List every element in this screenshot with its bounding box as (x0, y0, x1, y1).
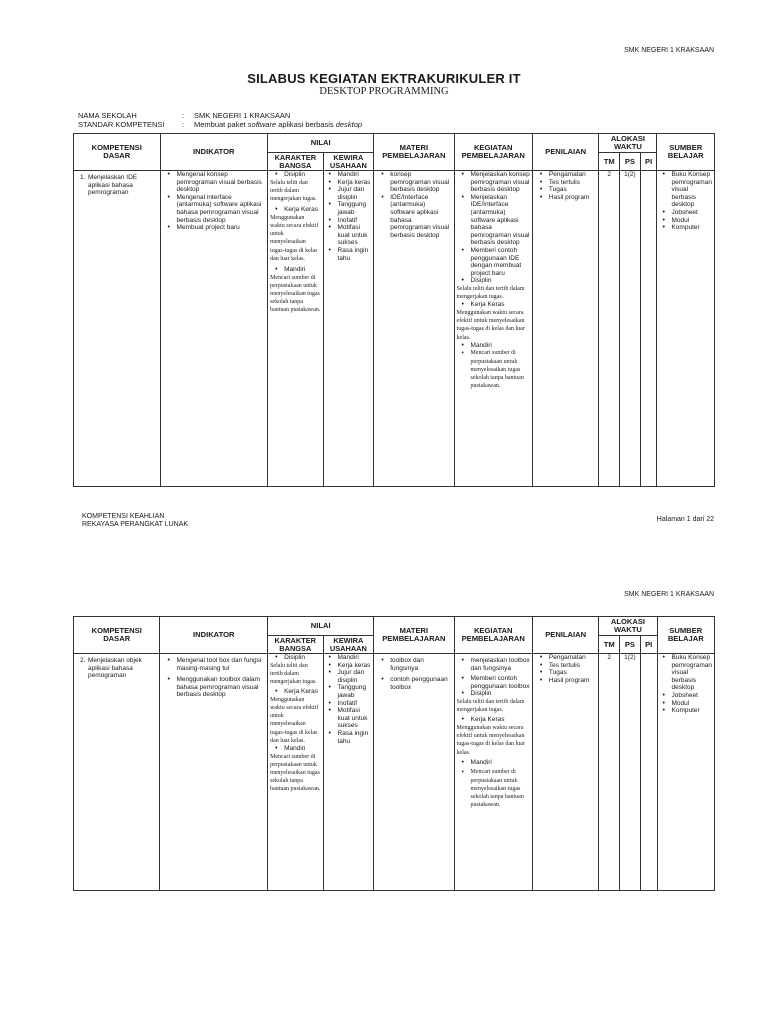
list-item: • Motifasi kuat untuk sukses (338, 707, 372, 730)
list-item: • Modul (671, 217, 712, 225)
list-item: • Mengenal interface (antarmuka) software aplikasi bahasa pemrograman visual berbasis desktop (177, 194, 266, 224)
list-item: • Menggunakan toolbox dalam bahasa pemrograman visual berbasis desktop (176, 676, 265, 699)
list-item: • Komputer (672, 707, 713, 715)
kegiatan-kerja-keras-desc: Menggunakan waktu secara efektif untuk menyelesaikan tugas-tugas di kelas dan luar kelas. (456, 309, 525, 341)
penilaian-cell (532, 654, 598, 891)
kewira-cell (323, 171, 374, 487)
kegiatan-mandiri-desc: • Mencari sumber di perpustakaan untuk menyelesaikan tugas sekolah tanpa bantuan pustakawan. (471, 349, 530, 390)
karakter-kerja-keras: • Kerja Keras (284, 206, 320, 214)
list-item: • Mengenal tool box dan fungsi masing-masing tul (176, 657, 265, 672)
kegiatan-kerja-keras: • Kerja Keras (471, 716, 530, 724)
document-subtitle: DESKTOP PROGRAMMING (319, 86, 449, 97)
list-item: • Jujur dan disiplin (338, 669, 372, 684)
footer-kompetensi-label: KOMPETENSI KEAHLIAN (82, 513, 165, 520)
header-tm: TM (599, 153, 620, 171)
list-item: • Tanggung jawab (338, 201, 372, 216)
karakter-disiplin-desc: Selalu teliti dan tertib dalam mengerjakan tugas. (270, 179, 317, 202)
kegiatan-cell (454, 654, 532, 891)
karakter-mandiri-desc: Mencari sumber di perpustakaan untuk menyelesaikan tugas sekolah tanpa bantuan pustakawan. (270, 753, 321, 793)
kegiatan-kerja-keras-desc: Menggunakan waktu secara efektif untuk menyelesaikan tugas-tugas di kelas dan luar kelas. (456, 724, 525, 756)
list-item: • konsep pemrograman visual berbasis desktop (390, 171, 451, 194)
list-item: • Pengamatan (549, 654, 596, 662)
kd-text: Menjelaskan objek aplikasi bahasa pemograman (88, 657, 142, 680)
list-item: • Mandiri (338, 654, 372, 662)
list-item: • Kerja keras (338, 662, 372, 670)
syllabus-table-1 (73, 133, 715, 487)
header-penilaian: PENILAIAN (532, 617, 598, 654)
header-ps: PS (620, 153, 641, 171)
sumber-cell (657, 654, 715, 891)
kegiatan-mandiri-desc: • Mencari sumber di perpustakaan untuk menyelesaikan tugas sekolah tanpa bantuan pustakawan. (471, 768, 530, 809)
list-item: • Tugas (549, 186, 596, 194)
list-item: • Rasa ingin tahu (338, 730, 372, 745)
list-item: • Jobsheet (672, 692, 713, 700)
karakter-kerja-keras-desc: Menggunakan waktu secara efektif untuk menyelesaikan tugas-tugas di kelas dan luar kelas. (270, 214, 319, 262)
school-header-page-2: SMK NEGERI 1 KRAKSAAN (624, 591, 714, 598)
standard-row (78, 120, 362, 129)
header-kewira: KEWIRA USAHAAN (323, 153, 374, 171)
karakter-cell (268, 171, 323, 487)
school-value: SMK NEGERI 1 KRAKSAAN (194, 111, 291, 120)
syllabus-table-2 (73, 616, 715, 891)
materi-cell (374, 654, 454, 891)
table-row (74, 171, 715, 487)
header-kewira: KEWIRA USAHAAN (323, 636, 374, 654)
list-item: • Rasa ingin tahu (338, 247, 372, 262)
kegiatan-disiplin-desc: Selalu teliti dan tertib dalam mengerjakan tugas. (456, 285, 525, 301)
school-header: SMK NEGERI 1 KRAKSAAN (624, 47, 714, 54)
header-ps: PS (620, 636, 641, 654)
ps-cell: 1(2) (620, 171, 641, 487)
karakter-mandiri: • Mandiri (284, 745, 320, 753)
list-item: • contoh penggunaan toolbox (390, 676, 451, 691)
header-kompetensi: KOMPETENSI DASAR (74, 134, 161, 171)
pi-cell (640, 654, 657, 891)
sumber-cell (657, 171, 715, 487)
header-alokasi: ALOKASI WAKTU (599, 617, 657, 636)
kegiatan-disiplin: • Disiplin (471, 277, 530, 285)
tm-cell: 2 (599, 654, 620, 891)
list-item: • Memberi contoh penggunaan toolbox (471, 675, 530, 690)
header-materi: MATERI PEMBELAJARAN (374, 134, 454, 171)
header-sumber: SUMBER BELAJAR (657, 617, 715, 654)
kd-number: 1. (80, 174, 86, 181)
list-item: • Tanggung jawab (338, 684, 372, 699)
list-item: • Inofatif (338, 217, 372, 225)
kegiatan-mandiri: • Mandiri (471, 759, 530, 767)
karakter-kerja-keras-desc: Menggunakan waktu secara efektif untuk menyelesaikan tugas-tugas di kelas dan luar kelas. (270, 696, 319, 744)
header-penilaian: PENILAIAN (532, 134, 598, 171)
document-info (78, 111, 362, 129)
header-nilai: NILAI (268, 617, 374, 636)
header-indikator: INDIKATOR (160, 617, 268, 654)
table-header (74, 134, 715, 171)
kegiatan-kerja-keras: • Kerja Keras (471, 301, 530, 309)
list-item: • Pengamatan (549, 171, 596, 179)
list-item: • Hasil program (549, 677, 596, 685)
header-indikator: INDIKATOR (160, 134, 268, 171)
karakter-kerja-keras: • Kerja Keras (284, 688, 320, 696)
list-item: • Motifasi kuat untuk sukses (338, 224, 372, 247)
list-item: • IDE/Interface (antarmuka) software aplikasi bahasa pemrograman visual berbasis desktop (390, 194, 451, 240)
karakter-disiplin: • Disiplin (284, 654, 320, 662)
school-row (78, 111, 362, 120)
header-karakter: KARAKTER BANGSA (268, 153, 323, 171)
list-item: • Memberi contoh penggunaan IDE dengan membuat project baru (471, 247, 530, 277)
kegiatan-disiplin-desc: Selalu teliti dan tertib dalam mengerjakan tugas. (456, 698, 525, 714)
kewira-cell (323, 654, 374, 891)
karakter-mandiri: • Mandiri (284, 266, 320, 274)
header-materi: MATERI PEMBELAJARAN (374, 617, 454, 654)
list-item: • Jujur dan disiplin (338, 186, 372, 201)
list-item: • Menjelaskan IDE/Interface (antarmuka) software aplikasi bahasa pemrograman visual berbasis desktop (471, 194, 530, 247)
karakter-mandiri-desc: Mencari sumber di perpustakaan untuk menyelesaikan tugas sekolah tanpa bantuan pustakawan. (270, 274, 321, 314)
karakter-disiplin-desc: Selalu teliti dan tertib dalam mengerjakan tugas. (270, 662, 317, 685)
kd-cell (74, 171, 161, 487)
kd-cell (74, 654, 160, 891)
header-kompetensi: KOMPETENSI DASAR (74, 617, 160, 654)
school-colon: : (182, 111, 185, 120)
list-item: • Mandiri (338, 171, 372, 179)
header-kegiatan: KEGIATAN PEMBELAJARAN (454, 617, 532, 654)
standard-value: Membuat paket software aplikasi berbasis desktop (194, 120, 363, 129)
table-row (74, 654, 715, 891)
penilaian-cell (532, 171, 598, 487)
list-item: • Hasil program (549, 194, 596, 202)
list-item: • Tugas (549, 669, 596, 677)
header-pi: PI (640, 153, 657, 171)
tm-cell: 2 (599, 171, 620, 487)
karakter-cell (268, 654, 323, 891)
kegiatan-disiplin: • Disiplin (471, 690, 530, 698)
standard-colon: : (182, 120, 185, 129)
header-kegiatan: KEGIATAN PEMBELAJARAN (454, 134, 532, 171)
header-tm: TM (599, 636, 620, 654)
indikator-cell (160, 654, 268, 891)
list-item: • Jobsheet (671, 209, 712, 217)
karakter-disiplin: • Disiplin (284, 171, 320, 179)
list-item: • Buku Konsep pemrograman visual berbasis desktop (672, 654, 713, 692)
pi-cell (640, 171, 657, 487)
header-karakter: KARAKTER BANGSA (268, 636, 323, 654)
list-item: • Menjelaskan konsep pemrograman visual berbasis desktop (471, 171, 530, 194)
list-item: • Tes tertulis (549, 662, 596, 670)
kd-number: 2. (80, 657, 86, 664)
list-item: • Kerja keras (338, 179, 372, 187)
kegiatan-mandiri: • Mandiri (471, 342, 530, 350)
kd-text: Menjelaskan IDE aplikasi bahasa pemrograman (88, 174, 138, 197)
ps-cell: 1(2) (620, 654, 641, 891)
list-item: • Modul (672, 700, 713, 708)
table-header (74, 617, 715, 654)
list-item: • Komputer (671, 224, 712, 232)
list-item: • Inofatif (338, 700, 372, 708)
footer-left (82, 513, 188, 529)
document-title: SILABUS KEGIATAN EKTRAKURIKULER IT (247, 71, 521, 86)
list-item: • Membuat project baru (177, 224, 266, 232)
list-item: • Buku Konsep pemrograman visual berbasis desktop (671, 171, 712, 209)
header-sumber: SUMBER BELAJAR (657, 134, 715, 171)
header-nilai: NILAI (268, 134, 374, 153)
page-number: Halaman 1 dari 22 (656, 516, 714, 523)
footer-rekayasa-label: REKAYASA PERANGKAT LUNAK (82, 521, 189, 528)
header-alokasi: ALOKASI WAKTU (599, 134, 657, 153)
list-item: • Tes tertulis (549, 179, 596, 187)
list-item: • menjelaskan toolbox dan fungsinya (471, 657, 530, 672)
materi-cell (374, 171, 454, 487)
school-label: NAMA SEKOLAH (78, 111, 137, 120)
list-item: • Mengenal konsep pemrograman visual berbasis desktop (177, 171, 266, 194)
list-item: • toolbox dan fungsinya (390, 657, 451, 672)
standard-label: STANDAR KOMPETENSI (78, 120, 165, 129)
indikator-cell (160, 171, 268, 487)
kegiatan-cell (454, 171, 532, 487)
header-pi: PI (640, 636, 657, 654)
